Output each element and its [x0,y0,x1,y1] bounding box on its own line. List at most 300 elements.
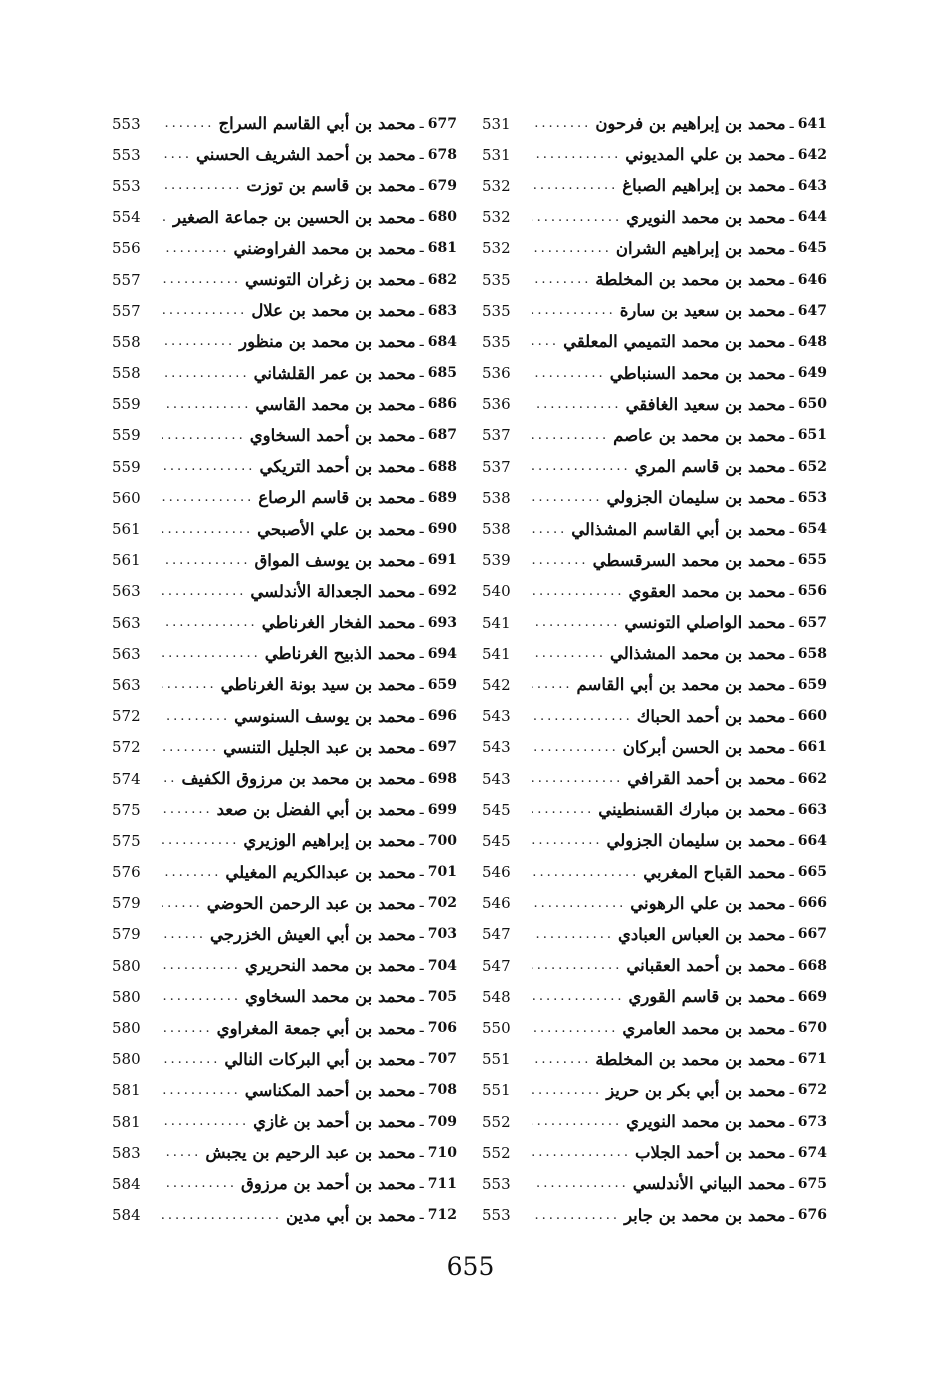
dot-leader [162,366,250,381]
entry-text [210,925,457,944]
entry-page-number: 558 [112,332,141,351]
entry-name: محمد بن سعيد بن سارة [619,301,786,321]
index-entry [112,981,457,1012]
entry-dash: ـ [419,396,424,413]
dot-leader [162,740,219,755]
dot-leader [532,272,591,287]
dot-leader [162,303,247,318]
entry-number: 692 [427,583,457,600]
entry-text [221,675,457,694]
index-entry [482,732,827,763]
entry-name: محمد بن الحسين بن جماعة الصغير [172,207,416,227]
entry-text [598,800,827,819]
entry-text [563,332,827,351]
entry-dash: ـ [419,1175,424,1192]
entry-page-number: 553 [482,1206,511,1225]
entry-name: محمد بن محمد بن منظور [239,332,416,352]
dot-leader [162,584,246,599]
entry-page-number: 538 [482,520,511,539]
entry-dash: ـ [419,271,424,288]
entry-name: محمد الواصلي التونسي [624,613,786,633]
entry-page-number: 561 [112,551,141,570]
entry-name: محمد بن سليمان الجزولي [606,488,786,508]
dot-leader [532,1145,631,1160]
dot-leader [532,833,603,848]
entry-page-number: 581 [112,1081,141,1100]
entry-name: محمد بن محمد النويري [626,207,786,227]
entry-name: محمد بن قاسم القوري [628,987,786,1007]
entry-number: 644 [797,209,827,226]
index-entry [482,794,827,825]
dot-leader [532,1208,620,1223]
index-entry [112,451,457,482]
index-entry [112,825,457,856]
entry-dash: ـ [789,1113,794,1130]
index-entry [112,1137,457,1168]
dot-leader [532,1114,622,1129]
index-entry [482,981,827,1012]
entry-dash: ـ [419,739,424,756]
entry-page-number: 546 [482,863,511,882]
dot-leader [162,802,213,817]
entry-page-number: 548 [482,987,511,1006]
index-entry [482,420,827,451]
entry-dash: ـ [789,146,794,163]
entry-dash: ـ [789,115,794,132]
entry-name: محمد بن محمد بن عاصم [613,425,786,445]
entry-page-number: 553 [482,1174,511,1193]
entry-dash: ـ [419,458,424,475]
entry-page-number: 556 [112,239,141,258]
entry-page-number: 546 [482,894,511,913]
dot-leader [162,709,230,724]
entry-text [254,551,457,570]
entry-number: 649 [797,365,827,382]
entry-name: محمد بن عبدالكريم المغيلي [225,862,416,882]
entry-text [610,644,827,663]
entry-text [607,831,827,850]
entry-number: 703 [427,926,457,943]
entry-page-number: 538 [482,488,511,507]
dot-leader [532,428,609,443]
entry-number: 677 [427,115,457,132]
entry-text [265,644,457,663]
entry-number: 655 [797,552,827,569]
entry-dash: ـ [789,708,794,725]
entry-dash: ـ [419,521,424,538]
entry-dash: ـ [419,957,424,974]
entry-text [246,176,457,195]
entry-page-number: 532 [482,239,511,258]
dot-leader [532,178,618,193]
entry-number: 672 [797,1082,827,1099]
entry-dash: ـ [789,333,794,350]
entry-dash: ـ [789,926,794,943]
entry-text [173,208,457,227]
entry-text [613,426,827,445]
entry-number: 642 [797,146,827,163]
index-entry [112,857,457,888]
index-entry [112,888,457,919]
entry-number: 676 [797,1207,827,1224]
entry-page-number: 537 [482,457,511,476]
index-entry [482,857,827,888]
entry-text [241,1174,457,1193]
index-entry [112,794,457,825]
entry-dash: ـ [419,1113,424,1130]
entry-name: محمد بن العباس العبادي [618,924,786,944]
dot-leader [162,771,177,786]
entry-name: محمد بن سعيد الغافقي [625,394,786,414]
entry-number: 648 [797,333,827,350]
entry-number: 691 [427,552,457,569]
dot-leader [532,147,621,162]
entry-page-number: 536 [482,395,511,414]
entry-dash: ـ [789,1175,794,1192]
entry-name: محمد بن محمد بن علال [251,301,416,321]
entry-text [595,114,827,133]
entry-number: 669 [797,988,827,1005]
entry-page-number: 559 [112,457,141,476]
entry-page-number: 580 [112,956,141,975]
index-entry [112,950,457,981]
dot-leader [162,958,241,973]
entry-text [217,800,457,819]
entry-number: 664 [797,832,827,849]
entry-page-number: 574 [112,769,141,788]
index-entry [112,1012,457,1043]
index-entry [482,1200,827,1231]
entry-name: محمد بن أحمد التريكي [259,457,416,477]
entry-page-number: 563 [112,644,141,663]
entry-text [626,1112,827,1131]
entry-number: 700 [427,832,457,849]
entry-name: محمد بن محمد بن جابر [624,1205,786,1225]
entry-name: محمد بن أحمد الجلاب [634,1143,786,1163]
entry-dash: ـ [789,302,794,319]
entry-page-number: 550 [482,1019,511,1038]
entry-name: محمد بن يوسف السنوسي [234,706,416,726]
index-entry [482,825,827,856]
entry-text [623,738,827,757]
entry-page-number: 532 [482,176,511,195]
entry-dash: ـ [419,552,424,569]
entry-name: محمد الجعدالة الأندلسي [250,581,416,601]
entry-text [607,488,827,507]
dot-leader [532,116,591,131]
index-entry [482,108,827,139]
entry-page-number: 575 [112,800,141,819]
dot-leader [162,896,203,911]
dot-leader [162,1052,220,1067]
entry-dash: ـ [789,676,794,693]
index-entry [482,233,827,264]
entry-number: 653 [797,489,827,506]
entry-page-number: 545 [482,800,511,819]
entry-text [225,863,457,882]
entry-dash: ـ [789,177,794,194]
index-entry [112,732,457,763]
entry-page-number: 559 [112,426,141,445]
entry-page-number: 539 [482,551,511,570]
entry-page-number: 563 [112,675,141,694]
entry-dash: ـ [419,365,424,382]
entry-page-number: 531 [482,114,511,133]
entry-number: 690 [427,521,457,538]
index-entry [482,202,827,233]
entry-name: محمد بن أحمد المكناسي [244,1080,416,1100]
index-entry [112,1106,457,1137]
dot-leader [162,178,242,193]
entry-text [257,520,457,539]
dot-leader [532,366,606,381]
entry-name: محمد بن سيد بونة الغرناطي [220,675,416,695]
entry-dash: ـ [419,614,424,631]
entry-name: محمد بن محمد التميمي المعلقي [563,332,786,352]
entry-number: 681 [427,240,457,257]
entry-text [234,707,457,726]
index-entry [482,358,827,389]
entry-name: محمد بن أحمد الشريف الحسني [196,145,416,165]
entry-name: محمد بن أبي جمعة المغراوي [216,1018,416,1038]
entry-number: 682 [427,271,457,288]
entry-dash: ـ [419,146,424,163]
entry-name: محمد القباح المغربي [643,862,786,882]
index-entry [482,545,827,576]
dot-leader [162,241,230,256]
index-entry [482,576,827,607]
index-entry [482,326,827,357]
entry-number: 654 [797,521,827,538]
index-entry [482,1075,827,1106]
index-entry [112,1044,457,1075]
dot-leader [162,865,221,880]
entry-text [181,769,457,788]
entry-number: 680 [427,209,457,226]
entry-dash: ـ [789,209,794,226]
entry-name: محمد بن محمد العقوي [628,581,786,601]
entry-text [616,239,827,258]
entry-name: محمد بن قاسم المري [634,457,786,477]
index-entry [112,264,457,295]
index-entry [112,763,457,794]
entry-dash: ـ [789,988,794,1005]
dot-leader [162,646,261,661]
entry-dash: ـ [419,770,424,787]
dot-leader [162,1083,241,1098]
index-entry [112,295,457,326]
entry-name: محمد بن سليمان الجزولي [606,831,786,851]
entry-number: 697 [427,739,457,756]
entry-dash: ـ [419,676,424,693]
entry-name: محمد بن أبي البركات النالي [224,1049,416,1069]
entry-number: 689 [427,489,457,506]
entry-text [620,301,827,320]
entry-name: محمد بن أحمد الحباك [636,706,786,726]
dot-leader [532,553,589,568]
dot-leader [162,927,206,942]
index-entry [482,950,827,981]
entry-text [625,145,827,164]
dot-leader [532,989,624,1004]
entry-text [217,1019,457,1038]
entry-number: 698 [427,770,457,787]
entry-text [255,395,457,414]
entry-name: محمد بن أبي العيش الخزرجي [210,924,416,944]
entry-page-number: 583 [112,1143,141,1162]
entry-dash: ـ [419,240,424,257]
entry-dash: ـ [789,770,794,787]
entry-number: 706 [427,1020,457,1037]
entry-text [254,364,457,383]
entry-page-number: 584 [112,1174,141,1193]
index-entry [482,295,827,326]
index-entry [112,139,457,170]
dot-leader [162,522,253,537]
entry-text [245,1081,457,1100]
entry-page-number: 541 [482,644,511,663]
entry-dash: ـ [789,801,794,818]
entry-number: 659 [797,676,827,693]
entry-dash: ـ [789,614,794,631]
entry-text [205,1143,457,1162]
entry-name: محمد بن قاسم الرصاع [258,488,416,508]
entry-dash: ـ [419,1082,424,1099]
entry-number: 661 [797,739,827,756]
dot-leader [532,646,606,661]
dot-leader [162,116,214,131]
dot-leader [162,1208,282,1223]
dot-leader [162,490,254,505]
dot-leader [532,490,603,505]
page-number: 655 [446,1252,495,1281]
entry-page-number: 563 [112,613,141,632]
entry-name: محمد بن عبد الرحمن الحوضي [206,893,416,913]
entry-dash: ـ [789,521,794,538]
entry-page-number: 572 [112,738,141,757]
entry-page-number: 540 [482,582,511,601]
index-entry [482,763,827,794]
entry-number: 679 [427,177,457,194]
entry-number: 707 [427,1051,457,1068]
entry-number: 687 [427,427,457,444]
entry-page-number: 579 [112,894,141,913]
entry-number: 656 [797,583,827,600]
index-entry [112,1075,457,1106]
entry-name: محمد بن أحمد القرافي [627,769,786,789]
entry-number: 674 [797,1144,827,1161]
index-entry [112,202,457,233]
entry-page-number: 557 [112,301,141,320]
index-entry [482,139,827,170]
entry-text [643,863,827,882]
entry-number: 696 [427,708,457,725]
entry-dash: ـ [419,583,424,600]
entry-text [234,239,457,258]
entry-page-number: 553 [112,176,141,195]
entry-name: محمد الذبيح الغرناطي [264,644,416,664]
entry-number: 667 [797,926,827,943]
entry-page-number: 572 [112,707,141,726]
entry-number: 683 [427,302,457,319]
entry-number: 701 [427,864,457,881]
index-entry [482,513,827,544]
entry-name: محمد بن أبي القاسم المشذالي [571,519,786,539]
entry-page-number: 542 [482,675,511,694]
entry-dash: ـ [789,739,794,756]
entry-text [595,270,827,289]
entry-page-number: 551 [482,1050,511,1069]
entry-text [630,894,827,913]
dot-leader [532,615,620,630]
entry-number: 705 [427,988,457,1005]
entry-name: محمد بن إبراهيم الصباغ [622,176,786,196]
entry-text [577,675,827,694]
entry-dash: ـ [789,365,794,382]
entry-dash: ـ [789,895,794,912]
entry-dash: ـ [419,115,424,132]
entry-text [626,395,827,414]
entry-page-number: 559 [112,395,141,414]
entry-page-number: 576 [112,863,141,882]
entry-text [207,894,457,913]
entry-text [262,613,457,632]
entry-text [633,1174,827,1193]
entry-text [258,488,457,507]
entry-text [606,1081,827,1100]
entry-dash: ـ [419,1020,424,1037]
dot-leader [532,210,622,225]
entry-number: 641 [797,115,827,132]
entry-name: محمد بن محمد النحريري [244,956,416,976]
index-entry [482,638,827,669]
index-entry [482,1168,827,1199]
dot-leader [532,1052,591,1067]
entry-text [627,769,827,788]
dot-leader [532,459,631,474]
entry-number: 662 [797,770,827,787]
dot-leader [532,740,619,755]
entry-page-number: 557 [112,270,141,289]
dot-leader [532,771,623,786]
entry-number: 699 [427,801,457,818]
index-entry [112,919,457,950]
entry-page-number: 552 [482,1143,511,1162]
dot-leader [532,241,612,256]
entry-text [635,457,827,476]
dot-leader [532,865,639,880]
dot-leader [532,1083,602,1098]
entry-dash: ـ [419,333,424,350]
entry-name: محمد بن أبي القاسم السراج [218,114,416,134]
entry-page-number: 536 [482,364,511,383]
entry-text [250,582,457,601]
entry-page-number: 584 [112,1206,141,1225]
dot-leader [532,522,567,537]
entry-number: 666 [797,895,827,912]
index-entry [112,233,457,264]
entry-page-number: 535 [482,270,511,289]
entry-name: محمد بن أبي الفضل بن صعد [216,800,416,820]
entry-dash: ـ [419,209,424,226]
entry-text [250,426,457,445]
entry-text [628,987,827,1006]
entry-text [251,301,457,320]
entry-text [286,1206,457,1225]
entry-name: محمد بن إبراهيم بن فرحون [595,114,786,134]
entry-page-number: 579 [112,925,141,944]
dot-leader [532,334,559,349]
